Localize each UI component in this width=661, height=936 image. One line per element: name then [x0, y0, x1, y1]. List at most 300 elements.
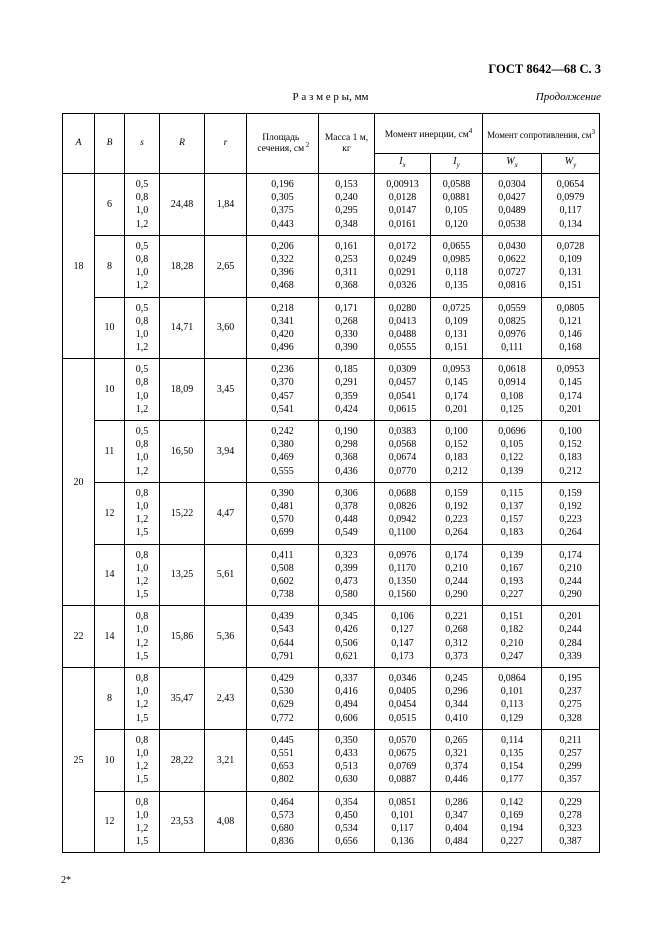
- value-line: 0,0655: [442, 240, 471, 252]
- small-r-value-cell: 4,08: [205, 791, 247, 853]
- value-line: 0,196: [271, 179, 294, 190]
- value-line: 0,108: [500, 390, 524, 402]
- value-line: 0,174: [559, 390, 582, 402]
- small-r-value-cell: 2,43: [205, 668, 247, 730]
- value-line: 0,433: [335, 747, 358, 759]
- table-row: [63, 482, 600, 544]
- value-line: 0,411: [271, 549, 294, 561]
- value-line: 0,8: [135, 734, 149, 746]
- value-line: 0,551: [271, 747, 294, 759]
- table-row: [63, 297, 600, 359]
- value-line: 0,195: [559, 673, 582, 684]
- value-line: 0,291: [335, 377, 358, 389]
- value-line: 0,457: [271, 390, 294, 402]
- value-line: 0,370: [271, 377, 294, 389]
- value-line: 0,0430: [498, 240, 526, 252]
- value-line: 0,109: [559, 253, 582, 265]
- value-line: 0,0618: [498, 364, 526, 376]
- area-values-cell: [247, 729, 319, 791]
- mass-values-cell: [319, 235, 375, 297]
- value-line: 0,399: [335, 562, 358, 574]
- value-line: 0,244: [559, 575, 582, 587]
- value-line: 0,375: [271, 205, 294, 217]
- value-line: 0,484: [445, 836, 468, 848]
- value-line: 0,481: [271, 500, 294, 512]
- value-line: 1,2: [135, 637, 149, 649]
- value-line: 0,221: [445, 611, 468, 623]
- value-line: 0,404: [445, 822, 468, 834]
- value-line: 0,496: [271, 342, 294, 354]
- table-row: [63, 668, 600, 730]
- value-line: 0,8: [135, 487, 149, 499]
- value-line: 0,244: [445, 575, 468, 587]
- value-line: 0,321: [445, 747, 468, 759]
- value-line: 0,113: [500, 699, 524, 711]
- value-line: 1,5: [135, 527, 149, 539]
- value-line: 0,580: [335, 589, 358, 601]
- value-line: 0,0826: [388, 500, 417, 512]
- value-line: 0,0769: [388, 761, 417, 773]
- value-line: 0,212: [559, 465, 582, 477]
- col-header-resistance-x: $W_x$: [483, 154, 542, 174]
- value-line: 0,117: [391, 822, 414, 834]
- value-line: 0,5: [135, 179, 149, 190]
- col-header-a: A: [63, 114, 95, 174]
- value-line: 0,295: [335, 205, 358, 217]
- value-line: 0,268: [445, 624, 468, 636]
- value-line: 1,0: [135, 328, 149, 340]
- resistance-x-values-cell: [483, 482, 542, 544]
- value-line: 0,0976: [388, 549, 417, 561]
- b-value-cell: 6: [95, 174, 125, 236]
- value-line: 0,0147: [388, 205, 417, 217]
- value-line: 0,508: [271, 562, 294, 574]
- value-line: 0,183: [500, 527, 524, 539]
- value-line: 0,543: [271, 624, 294, 636]
- value-line: 0,0979: [556, 192, 585, 204]
- value-line: 0,245: [445, 673, 468, 684]
- value-line: 0,115: [500, 487, 524, 499]
- value-line: 0,154: [500, 761, 524, 773]
- mass-values-cell: [319, 729, 375, 791]
- value-line: 0,135: [445, 280, 468, 292]
- col-header-inertia-x: $I_x$: [375, 154, 431, 174]
- value-line: 0,201: [559, 403, 582, 415]
- value-line: 1,0: [135, 205, 149, 217]
- inertia-x-values-cell: [375, 174, 431, 236]
- value-line: 0,0615: [388, 403, 417, 415]
- value-line: 1,0: [135, 686, 149, 698]
- value-line: 0,0851: [388, 796, 417, 808]
- value-line: 0,656: [335, 836, 358, 848]
- resistance-y-values-cell: [542, 668, 600, 730]
- value-line: 1,0: [135, 267, 149, 279]
- value-line: 1,5: [135, 712, 149, 724]
- col-header-s: s: [125, 114, 160, 174]
- value-line: 0,339: [559, 650, 582, 662]
- value-line: 0,152: [559, 439, 582, 451]
- resistance-x-values-cell: [483, 359, 542, 421]
- col-header-inertia: [375, 114, 483, 154]
- page-footnote: 2*: [61, 875, 71, 886]
- s-values-cell: [125, 235, 160, 297]
- value-line: 1,5: [135, 836, 149, 848]
- area-values-cell: [247, 668, 319, 730]
- continuation-label: Продолжение: [535, 91, 601, 103]
- value-line: 0,127: [391, 624, 414, 636]
- value-line: 0,5: [135, 426, 149, 437]
- value-line: 0,237: [559, 686, 582, 698]
- resistance-y-values-cell: [542, 482, 600, 544]
- value-line: 0,139: [500, 549, 524, 561]
- value-line: 0,290: [559, 589, 582, 601]
- value-line: 0,210: [559, 562, 582, 574]
- value-line: 0,644: [271, 637, 294, 649]
- area-header-text: Площадь сечения, см: [257, 132, 305, 154]
- area-values-cell: [247, 606, 319, 668]
- value-line: 0,145: [559, 377, 582, 389]
- inertia-y-values-cell: [431, 729, 483, 791]
- value-line: 1,2: [135, 514, 149, 526]
- resistance-y-values-cell: [542, 729, 600, 791]
- value-line: 0,174: [445, 390, 468, 402]
- value-line: 0,0413: [388, 315, 417, 327]
- value-line: 0,286: [445, 796, 468, 808]
- table-row: [63, 174, 600, 236]
- value-line: 0,117: [559, 205, 582, 217]
- value-line: 0,0674: [388, 452, 417, 464]
- s-values-cell: [125, 606, 160, 668]
- b-value-cell: 10: [95, 297, 125, 359]
- value-line: 0,247: [500, 650, 524, 662]
- value-line: 0,323: [559, 822, 582, 834]
- table-row: [63, 359, 600, 421]
- value-line: 0,0427: [498, 192, 526, 204]
- value-line: 0,573: [271, 809, 294, 821]
- value-line: 0,106: [391, 611, 414, 623]
- value-line: 0,5: [135, 240, 149, 252]
- b-value-cell: 14: [95, 606, 125, 668]
- area-values-cell: [247, 235, 319, 297]
- value-line: 0,229: [559, 796, 582, 808]
- b-value-cell: 10: [95, 729, 125, 791]
- inertia-y-values-cell: [431, 668, 483, 730]
- value-line: 0,0985: [442, 253, 471, 265]
- value-line: 0,0488: [388, 328, 417, 340]
- value-line: 1,0: [135, 562, 149, 574]
- value-line: 0,378: [335, 500, 358, 512]
- value-line: 0,0128: [388, 192, 417, 204]
- inertia-x-values-cell: [375, 421, 431, 483]
- resistance-y-values-cell: [542, 174, 600, 236]
- value-line: 0,368: [335, 280, 358, 292]
- value-line: 0,1170: [388, 562, 417, 574]
- value-line: 0,0976: [498, 328, 526, 340]
- value-line: 0,8: [135, 673, 149, 684]
- value-line: 0,161: [335, 240, 358, 252]
- value-line: 0,354: [335, 796, 358, 808]
- value-line: 0,772: [271, 712, 294, 724]
- value-line: 0,836: [271, 836, 294, 848]
- small-r-value-cell: 3,21: [205, 729, 247, 791]
- value-line: 0,0515: [388, 712, 417, 724]
- value-line: 0,0309: [388, 364, 417, 376]
- value-line: 0,169: [500, 809, 524, 821]
- resistance-x-values-cell: [483, 174, 542, 236]
- inertia-y-values-cell: [431, 174, 483, 236]
- big-r-value-cell: 18,09: [160, 359, 205, 421]
- value-line: 0,0454: [388, 699, 417, 711]
- inertia-y-values-cell: [431, 235, 483, 297]
- value-line: 0,0383: [388, 426, 417, 437]
- inertia-x-values-cell: [375, 297, 431, 359]
- value-line: 0,174: [559, 549, 582, 561]
- value-line: 0,0161: [388, 218, 417, 230]
- value-line: 0,264: [559, 527, 582, 539]
- value-line: 0,173: [391, 650, 414, 662]
- big-r-value-cell: 13,25: [160, 544, 205, 606]
- value-line: 0,468: [271, 280, 294, 292]
- value-line: 0,142: [500, 796, 524, 808]
- value-line: 0,159: [559, 487, 582, 499]
- value-line: 0,105: [500, 439, 524, 451]
- value-line: 0,341: [271, 315, 294, 327]
- value-line: 1,0: [135, 500, 149, 512]
- mass-values-cell: [319, 606, 375, 668]
- resistance-x-values-cell: [483, 791, 542, 853]
- inertia-x-values-cell: [375, 668, 431, 730]
- big-r-value-cell: 35,47: [160, 668, 205, 730]
- value-line: 0,802: [271, 774, 294, 786]
- value-line: 0,443: [271, 218, 294, 230]
- value-line: 0,227: [500, 589, 524, 601]
- value-line: 0,134: [559, 218, 582, 230]
- resistance-y-values-cell: [542, 421, 600, 483]
- value-line: 0,473: [335, 575, 358, 587]
- value-line: 0,131: [445, 328, 468, 340]
- value-line: 0,111: [501, 342, 523, 354]
- value-line: 0,147: [391, 637, 414, 649]
- value-line: 0,145: [445, 377, 468, 389]
- col-header-inertia-y: $I_y$: [431, 154, 483, 174]
- resistance-y-values-cell: [542, 359, 600, 421]
- value-line: 0,312: [445, 637, 468, 649]
- value-line: 1,0: [135, 809, 149, 821]
- big-r-value-cell: 15,86: [160, 606, 205, 668]
- value-line: 0,368: [335, 452, 358, 464]
- resistance-y-values-cell: [542, 544, 600, 606]
- big-r-value-cell: 23,53: [160, 791, 205, 853]
- value-line: 0,791: [271, 650, 294, 662]
- value-line: 0,183: [559, 452, 582, 464]
- s-values-cell: [125, 544, 160, 606]
- value-line: 0,129: [500, 712, 524, 724]
- value-line: 0,0688: [388, 487, 417, 499]
- value-line: 0,0864: [498, 673, 526, 684]
- value-line: 0,8: [135, 377, 149, 389]
- big-r-value-cell: 24,48: [160, 174, 205, 236]
- value-line: 0,350: [335, 734, 358, 746]
- col-header-resistance: [483, 114, 600, 154]
- value-line: 0,311: [335, 267, 358, 279]
- value-line: 0,210: [500, 637, 524, 649]
- area-values-cell: [247, 174, 319, 236]
- value-line: 0,101: [500, 686, 524, 698]
- col-header-small-r: r: [205, 114, 247, 174]
- inertia-x-values-cell: [375, 235, 431, 297]
- col-header-area: [247, 114, 319, 174]
- value-line: 0,0541: [388, 390, 417, 402]
- value-line: 0,101: [391, 809, 414, 821]
- value-line: 0,0805: [556, 302, 585, 314]
- value-line: 0,109: [445, 315, 468, 327]
- value-line: 1,0: [135, 624, 149, 636]
- inertia-y-values-cell: [431, 359, 483, 421]
- value-line: 0,121: [559, 315, 582, 327]
- value-line: 0,151: [445, 342, 468, 354]
- a-value-cell: 20: [63, 359, 95, 606]
- area-values-cell: [247, 482, 319, 544]
- value-line: 0,182: [500, 624, 524, 636]
- value-line: 0,118: [445, 267, 468, 279]
- value-line: 0,8: [135, 315, 149, 327]
- value-line: 1,5: [135, 650, 149, 662]
- small-r-value-cell: 1,84: [205, 174, 247, 236]
- inertia-x-values-cell: [375, 791, 431, 853]
- area-values-cell: [247, 359, 319, 421]
- value-line: 0,1100: [388, 527, 417, 539]
- value-line: 0,374: [445, 761, 468, 773]
- inertia-y-values-cell: [431, 791, 483, 853]
- resistance-x-values-cell: [483, 235, 542, 297]
- small-r-value-cell: 2,65: [205, 235, 247, 297]
- s-values-cell: [125, 668, 160, 730]
- value-line: 0,445: [271, 734, 294, 746]
- value-line: 0,8: [135, 796, 149, 808]
- value-line: 0,549: [335, 527, 358, 539]
- doc-reference: ГОСТ 8642—68 С. 3: [488, 62, 601, 76]
- s-values-cell: [125, 421, 160, 483]
- value-line: 0,146: [559, 328, 582, 340]
- value-line: 0,570: [271, 514, 294, 526]
- value-line: 0,0405: [388, 686, 417, 698]
- value-line: 0,446: [445, 774, 468, 786]
- value-line: 1,2: [135, 699, 149, 711]
- value-line: 0,159: [445, 487, 468, 499]
- small-r-value-cell: 5,61: [205, 544, 247, 606]
- value-line: 0,236: [271, 364, 294, 376]
- value-line: 0,151: [500, 611, 524, 623]
- value-line: 0,296: [445, 686, 468, 698]
- value-line: 0,5: [135, 364, 149, 376]
- small-r-value-cell: 5,36: [205, 606, 247, 668]
- value-line: 0,0570: [388, 734, 417, 746]
- value-line: 0,448: [335, 514, 358, 526]
- mass-values-cell: [319, 359, 375, 421]
- big-r-value-cell: 16,50: [160, 421, 205, 483]
- value-line: 0,0942: [388, 514, 417, 526]
- value-line: 0,152: [445, 439, 468, 451]
- value-line: 1,2: [135, 342, 149, 354]
- a-value-cell: 18: [63, 174, 95, 359]
- area-values-cell: [247, 544, 319, 606]
- value-line: 0,606: [335, 712, 358, 724]
- value-line: 0,157: [500, 514, 524, 526]
- value-line: 0,174: [445, 549, 468, 561]
- value-line: 0,534: [335, 822, 358, 834]
- value-line: 0,0654: [556, 179, 585, 190]
- value-line: 0,420: [271, 328, 294, 340]
- value-line: 1,0: [135, 747, 149, 759]
- small-r-value-cell: 4,47: [205, 482, 247, 544]
- value-line: 0,328: [559, 712, 582, 724]
- value-line: 1,2: [135, 822, 149, 834]
- value-line: 0,100: [445, 426, 468, 437]
- value-line: 0,347: [445, 809, 468, 821]
- value-line: 0,0728: [556, 240, 585, 252]
- value-line: 0,387: [559, 836, 582, 848]
- value-line: 0,131: [559, 267, 582, 279]
- b-value-cell: 12: [95, 482, 125, 544]
- inertia-y-values-cell: [431, 606, 483, 668]
- area-values-cell: [247, 791, 319, 853]
- resistance-header-superscript: 3: [591, 127, 595, 136]
- value-line: 1,2: [135, 280, 149, 292]
- value-line: 0,275: [559, 699, 582, 711]
- value-line: 0,345: [335, 611, 358, 623]
- resistance-y-values-cell: [542, 297, 600, 359]
- table-row: [63, 421, 600, 483]
- mass-values-cell: [319, 668, 375, 730]
- inertia-y-values-cell: [431, 421, 483, 483]
- value-line: 0,0457: [388, 377, 417, 389]
- value-line: 0,193: [500, 575, 524, 587]
- value-line: 0,1560: [388, 589, 417, 601]
- value-line: 0,100: [559, 426, 582, 437]
- value-line: 0,5: [135, 302, 149, 314]
- resistance-y-values-cell: [542, 791, 600, 853]
- b-value-cell: 8: [95, 668, 125, 730]
- value-line: 0,227: [500, 836, 524, 848]
- value-line: 0,167: [500, 562, 524, 574]
- value-line: 0,424: [335, 403, 358, 415]
- value-line: 0,0953: [442, 364, 471, 376]
- value-line: 0,194: [500, 822, 524, 834]
- value-line: 0,125: [500, 403, 524, 415]
- value-line: 0,0291: [388, 267, 417, 279]
- col-header-b: B: [95, 114, 125, 174]
- value-line: 0,680: [271, 822, 294, 834]
- value-line: 0,0538: [498, 218, 526, 230]
- value-line: 0,120: [445, 218, 468, 230]
- value-line: 0,359: [335, 390, 358, 402]
- value-line: 0,114: [500, 734, 524, 746]
- value-line: 0,201: [559, 611, 582, 623]
- value-line: 0,0555: [388, 342, 417, 354]
- value-line: 0,506: [335, 637, 358, 649]
- value-line: 0,337: [335, 673, 358, 684]
- b-value-cell: 14: [95, 544, 125, 606]
- small-r-value-cell: 3,94: [205, 421, 247, 483]
- inertia-header-superscript: 4: [468, 126, 473, 135]
- value-line: 0,8: [135, 253, 149, 265]
- value-line: 0,284: [559, 637, 582, 649]
- value-line: 0,699: [271, 527, 294, 539]
- mass-values-cell: [319, 174, 375, 236]
- value-line: 0,0588: [442, 179, 471, 190]
- small-r-value-cell: 3,60: [205, 297, 247, 359]
- resistance-x-values-cell: [483, 606, 542, 668]
